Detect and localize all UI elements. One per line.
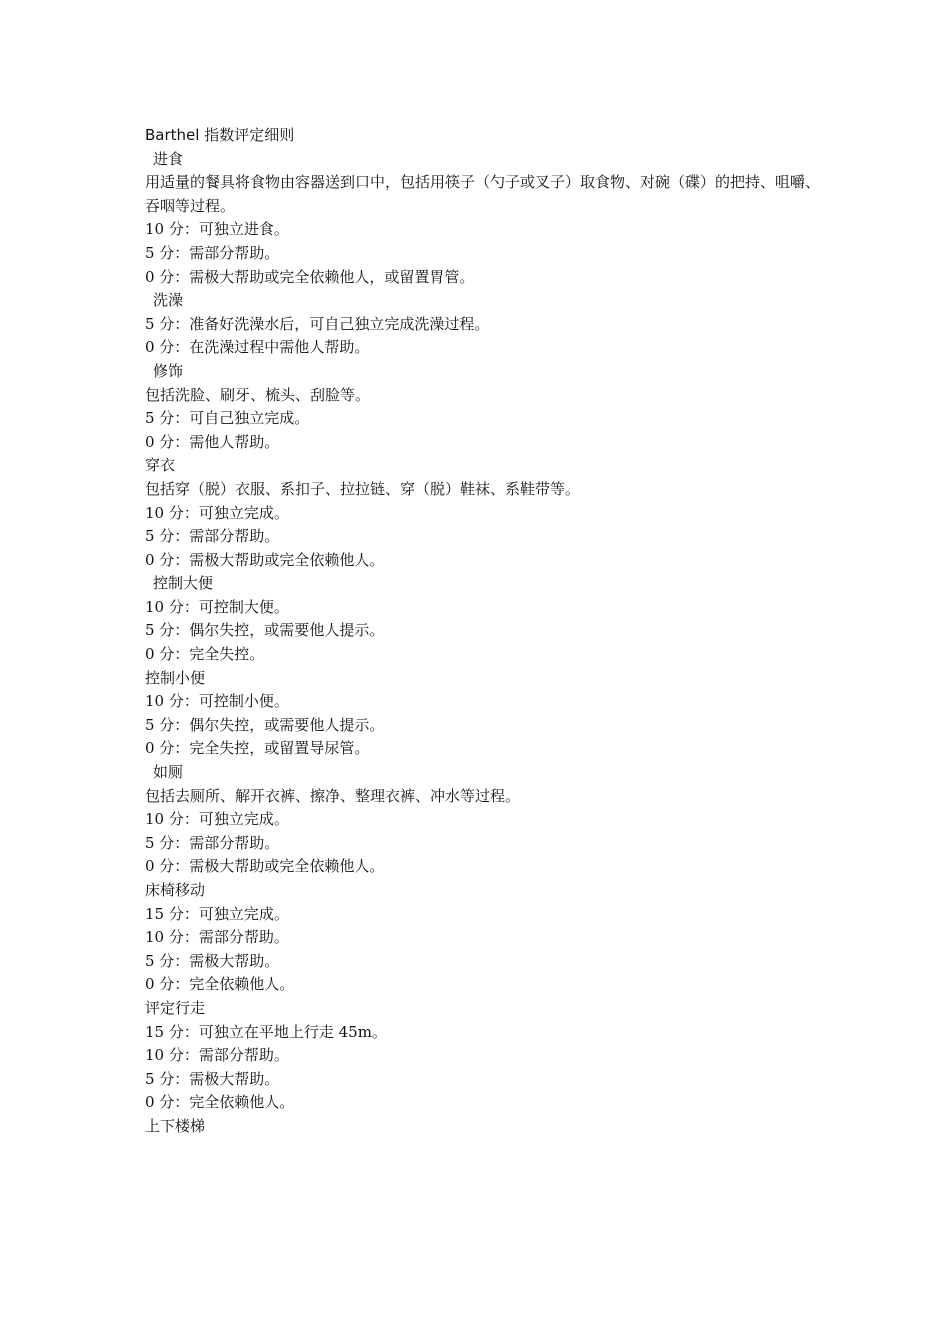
document-line: 10 分：可独立进食。 — [145, 220, 289, 239]
document-line: 5 分：偶尔失控，或需要他人提示。 — [145, 621, 385, 640]
document-line: 5 分：可自己独立完成。 — [145, 409, 310, 428]
document-line: 5 分：需极大帮助。 — [145, 1069, 280, 1088]
document-line: 0 分：需极大帮助或完全依赖他人。 — [145, 550, 385, 569]
document-line: 洗澡 — [153, 291, 184, 310]
document-line: 5 分：准备好洗澡水后，可自己独立完成洗澡过程。 — [145, 314, 490, 333]
document-line: 0 分：需极大帮助或完全依赖他人。 — [145, 857, 385, 876]
document-page — [145, 124, 825, 1139]
document-line: 15 分：可独立完成。 — [145, 904, 289, 923]
document-line: 0 分：完全依赖他人。 — [145, 1093, 295, 1112]
document-line: 包括去厕所、解开衣裤、擦净、整理衣裤、冲水等过程。 — [145, 786, 521, 805]
document-line: 5 分：需极大帮助。 — [145, 951, 280, 970]
document-line: 穿衣 — [145, 456, 176, 475]
document-line: 评定行走 — [145, 998, 206, 1017]
document-line: 5 分：偶尔失控，或需要他人提示。 — [145, 715, 385, 734]
document-line: 0 分：需极大帮助或完全依赖他人，或留置胃管。 — [145, 267, 475, 286]
document-body — [145, 148, 825, 1139]
document-line: 10 分：可独立完成。 — [145, 503, 289, 522]
document-line: 0 分：在洗澡过程中需他人帮助。 — [145, 338, 370, 357]
document-line: 0 分：完全依赖他人。 — [145, 975, 295, 994]
document-line: 0 分：需他人帮助。 — [145, 432, 280, 451]
document-line: 5 分：需部分帮助。 — [145, 527, 280, 546]
document-line: 进食 — [153, 149, 184, 168]
document-line: 包括洗脸、刷牙、梳头、刮脸等。 — [145, 385, 371, 404]
document-line: 15 分：可独立在平地上行走 45m。 — [145, 1022, 387, 1041]
document-title: Barthel 指数评定细则 — [145, 126, 295, 144]
document-line: 包括穿（脱）衣服、系扣子、拉拉链、穿（脱）鞋袜、系鞋带等。 — [145, 479, 581, 498]
document-line: 5 分：需部分帮助。 — [145, 243, 280, 262]
document-line: 床椅移动 — [145, 881, 206, 899]
document-line: 用适量的餐具将食物由容器送到口中，包括用筷子（勺子或叉子）取食物、对碗（碟）的把持、咀嚼、吞咽等过程。 — [145, 173, 821, 215]
document-line: 10 分：需部分帮助。 — [145, 928, 289, 947]
document-line: 上下楼梯 — [145, 1116, 206, 1135]
document-line: 0 分：完全失控。 — [145, 645, 265, 664]
document-line: 如厕 — [153, 763, 184, 782]
document-line: 控制小便 — [145, 668, 206, 687]
document-line: 控制大便 — [153, 574, 214, 593]
document-line: 10 分：可控制大便。 — [145, 597, 289, 616]
document-line: 10 分：需部分帮助。 — [145, 1046, 289, 1065]
document-line: 修饰 — [153, 361, 184, 380]
document-line: 10 分：可独立完成。 — [145, 810, 289, 829]
document-line: 5 分：需部分帮助。 — [145, 833, 280, 852]
document-line: 0 分：完全失控，或留置导尿管。 — [145, 739, 370, 758]
document-line: 10 分：可控制小便。 — [145, 692, 289, 711]
